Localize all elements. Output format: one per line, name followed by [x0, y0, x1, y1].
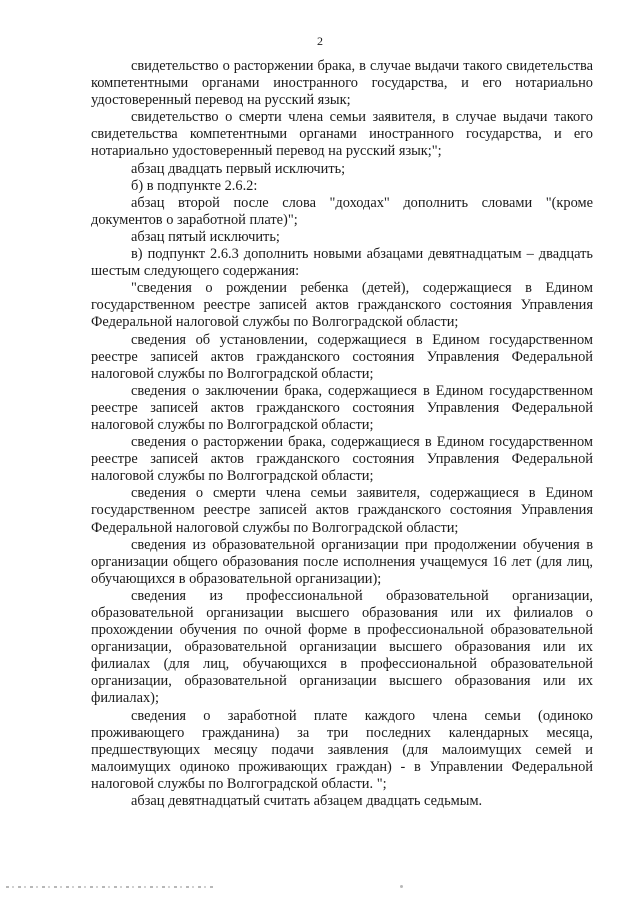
paragraph-divorce-certificate: свидетельство о расторжении брака, в случае выдачи такого свидетельства компетентными органами иностранного государства, и его нотариально удостоверенный перевод на русский язык;: [91, 58, 593, 109]
paragraph-exclude-21: абзац двадцать первый исключить;: [131, 160, 346, 177]
document-body: [91, 58, 593, 810]
scan-noise-strip: [6, 886, 216, 888]
paragraph-professional-education-info: сведения из профессиональной образовательной организации, образовательной организации высшего образования или их филиалов о прохождении обучения по очной форме в профессиональной образовательной организации, образовательной организации высшего образования или их филиалах (для лиц, обучающихся в профессиональной образовательной организации, образовательной организации высшего образования или их филиалах);: [91, 587, 593, 707]
paragraph-marriage-info: сведения о заключении брака, содержащиеся в Едином государственном реестре записей актов гражданского состояния Управления Федеральной налоговой службы по Волгоградской области;: [91, 382, 593, 433]
paragraph-second-after-income: абзац второй после слова "доходах" дополнить словами "(кроме документов о заработной плате)";: [91, 194, 593, 228]
paragraph-renumber-19: абзац девятнадцатый считать абзацем двадцать седьмым.: [131, 793, 483, 810]
paragraph-establishment-info: сведения об установлении, содержащиеся в Едином государственном реестре записей актов гражданского состояния Управления Федеральной налоговой службы по Волгоградской области;: [91, 331, 593, 382]
paragraph-divorce-info: сведения о расторжении брака, содержащиеся в Едином государственном реестре записей актов гражданского состояния Управления Федеральной налоговой службы по Волгоградской области;: [91, 434, 593, 485]
scan-artifact: [0, 884, 640, 890]
paragraph-death-info: сведения о смерти члена семьи заявителя, содержащиеся в Едином государственном реестре записей актов гражданского состояния Управления Федеральной налоговой службы по Волгоградской области;: [91, 485, 593, 536]
page-number: 2: [317, 34, 323, 48]
scan-noise-dot: [400, 885, 403, 888]
paragraph-subpoint-b: б) в подпункте 2.6.2:: [131, 177, 258, 194]
paragraph-salary-info: сведения о заработной плате каждого члена семьи (одиноко проживающего гражданина) за три последних календарных месяца, предшествующих месяцу подачи заявления (для малоимущих семей и малоимущих одиноко проживающих граждан) - в Управлении Федеральной налоговой службы по Волгоградской области. ";: [91, 707, 593, 792]
paragraph-school-info: сведения из образовательной организации при продолжении обучения в организации общего образования после исполнения учащемуся 16 лет (для лиц, обучающихся в образовательной организации);: [91, 536, 593, 587]
paragraph-subpoint-v: в) подпункт 2.6.3 дополнить новыми абзацами девятнадцатым – двадцать шестым следующего содержания:: [91, 246, 593, 280]
paragraph-exclude-5: абзац пятый исключить;: [131, 228, 280, 245]
paragraph-birth-info: "сведения о рождении ребенка (детей), содержащиеся в Едином государственном реестре записей актов гражданского состояния Управления Федеральной налоговой службы по Волгоградской области;: [91, 280, 593, 331]
paragraph-death-certificate: свидетельство о смерти члена семьи заявителя, в случае выдачи такого свидетельства компетентными органами иностранного государства, и его нотариально удостоверенный перевод на русский язык;";: [91, 109, 593, 160]
